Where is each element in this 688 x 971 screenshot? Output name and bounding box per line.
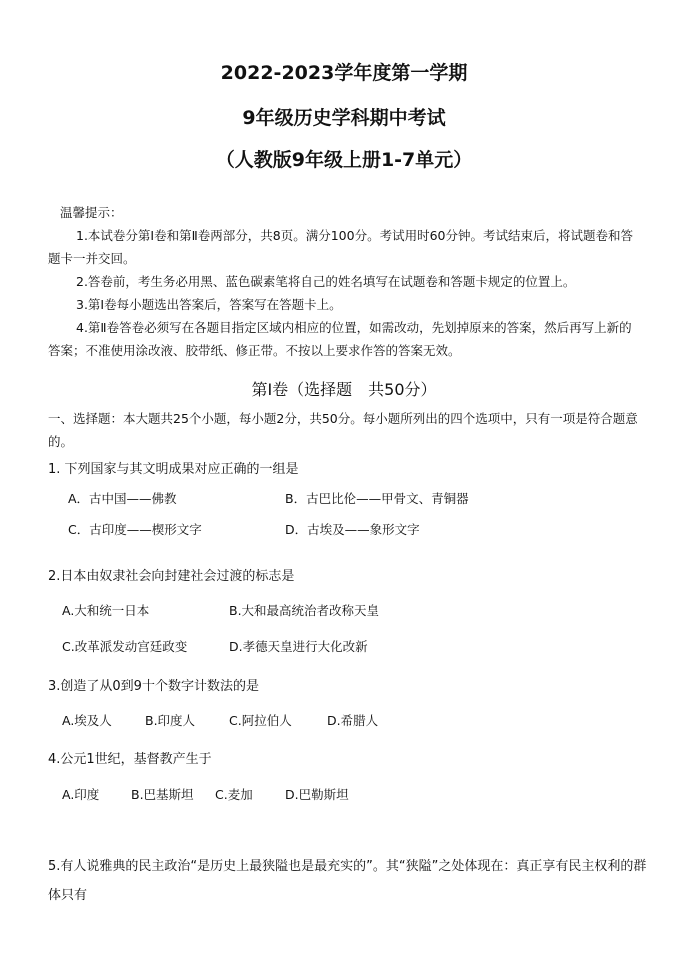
question-option: D.巴勒斯坦: [285, 787, 349, 802]
notice-heading: 温馨提示：: [60, 205, 123, 220]
question-option: B.大和最高统治者改称天皇: [229, 603, 380, 618]
question-option: D.希腊人: [327, 713, 379, 728]
question-option: A.大和统一日本: [62, 603, 150, 618]
question-option: C.麦加: [215, 787, 253, 802]
section-title: 第Ⅰ卷（选择题 共50分）: [251, 380, 437, 399]
question-option: B.印度人: [145, 713, 196, 728]
notice-item: 2.答卷前，考生务必用黑、蓝色碳素笔将自己的姓名填写在试题卷和答题卡规定的位置上。: [76, 274, 576, 289]
question-option: B.巴基斯坦: [131, 787, 194, 802]
question-option: D.孝德天皇进行大化改新: [229, 639, 368, 654]
question-option: A．古中国——佛教: [68, 491, 177, 506]
exam-title-subject: 9年级历史学科期中考试: [242, 107, 446, 129]
notice-item: 1.本试卷分第Ⅰ卷和第Ⅱ卷两部分，共8页。满分100分。考试用时60分钟。考试结束后，将试题卷和答题卡一并交回。: [48, 228, 633, 266]
notice-block: [48, 201, 644, 362]
question-option: D．古埃及——象形文字: [285, 522, 420, 537]
question-stem: 5.有人说雅典的民主政治“是历史上最狭隘也是最充实的”。其“狭隘”之处体现在：真正享有民主权利的群体只有: [48, 859, 647, 903]
question-stem: 2.日本由奴隶社会向封建社会过渡的标志是: [48, 569, 295, 584]
section-intro: 一、选择题：本大题共25个小题，每小题2分，共50分。每小题所列出的四个选项中，只有一项是符合题意的。: [48, 411, 638, 449]
question-option: C．古印度——楔形文字: [68, 522, 202, 537]
question-option: C.改革派发动宫廷政变: [62, 639, 188, 654]
question-option: A.印度: [62, 787, 100, 802]
question-option: B．古巴比伦——甲骨文、青铜器: [285, 491, 469, 506]
question-stem: 1. 下列国家与其文明成果对应正确的一组是: [48, 462, 299, 477]
exam-title-year: 2022-2023学年度第一学期: [220, 62, 468, 84]
question-option: A.埃及人: [62, 713, 112, 728]
notice-item: 4.第Ⅱ卷答卷必须写在各题目指定区域内相应的位置，如需改动，先划掉原来的答案，然后再写上新的答案；不准使用涂改液、胶带纸、修正带。不按以上要求作答的答案无效。: [48, 320, 632, 358]
question-option: C.阿拉伯人: [229, 713, 292, 728]
question-stem: 4.公元1世纪，基督教产生于: [48, 752, 212, 767]
exam-title-edition: （人教版9年级上册1-7单元）: [215, 149, 473, 171]
question-stem: 3.创造了从0到9十个数字计数法的是: [48, 679, 259, 694]
notice-item: 3.第Ⅰ卷每小题选出答案后，答案写在答题卡上。: [76, 297, 342, 312]
